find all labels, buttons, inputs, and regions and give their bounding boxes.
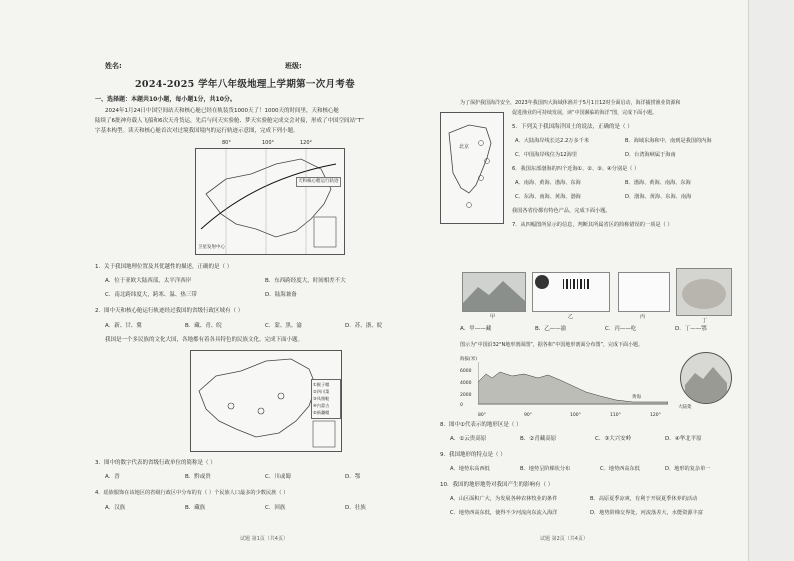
yellow-sea-label: 黄海 <box>632 395 641 400</box>
legend-item-5: ⑤新疆帽 <box>313 410 330 415</box>
profile-x-110: 110° <box>610 413 621 418</box>
profile-y-label: 海拔(米) <box>460 357 478 362</box>
orbit-map <box>195 140 345 255</box>
q8-option-a: A．①云贵高原 <box>450 436 487 442</box>
intro-line-3: 字基本构型。读天和核心舱首次对过境我国境内的运行轨迹示意图，完成下列小题。 <box>95 128 299 134</box>
q9-option-d: D．地形的复杂单一 <box>665 466 711 472</box>
q7-option-b: B．乙——渝 <box>535 326 567 332</box>
continental-shelf-label: 大陆架 <box>678 405 692 410</box>
q3-option-d: D．鄂 <box>345 474 361 480</box>
q9-stem: 9．我国地形的特点是（ ） <box>440 452 506 458</box>
page-footer-right: 试题 第2页（共4页） <box>540 536 588 542</box>
q4-option-c: C．回族 <box>265 505 286 511</box>
q1-option-d: D．陆海兼备 <box>265 292 297 298</box>
q6-option-c: C．东海、南海、黄海、渤海 <box>515 194 581 200</box>
legend-item-3: ③凤凰鞋 <box>313 396 330 401</box>
q2-stem: 2．图中天和核心舱运行轨迹经过我国的省级行政区域有（ ） <box>95 308 244 314</box>
q9-option-b: B．地势呈阶梯状分布 <box>520 466 571 472</box>
profile-x-120: 120° <box>650 413 661 418</box>
q10-stem: 10．我国的地形地势对我国产生的影响有（ ） <box>440 482 554 488</box>
q2-option-c: C．蒙、黑、渝 <box>265 323 302 329</box>
q6-stem: 6．我国东部渤海的四个近海①、②、③、④分别是（ ） <box>512 166 640 172</box>
launch-center-label: 卫星发射中心 <box>198 245 225 250</box>
q9-option-a: A．地势东高西低 <box>450 466 490 472</box>
q9-option-c: C．地势西高东低 <box>600 466 640 472</box>
q10-option-c: C．地势西高东低，使得不少河流向东流入海洋 <box>450 510 558 516</box>
right-intro-1: 为了保护我国海洋安全，2023年我国四大海域休渔并于5月1日12时全面启动，海洋捕捞渔业资源和 <box>460 100 681 106</box>
q1-option-a: A．位于亚欧大陆西部，太平洋西岸 <box>105 278 192 284</box>
q5-option-a: A．大陆海岸线长达2.2万多千米 <box>515 138 590 144</box>
landform-inset <box>680 352 732 404</box>
china-seas-graphic <box>441 113 503 223</box>
q6-option-d: D．渤海、黄海、东海、南海 <box>625 194 692 200</box>
terrain-profile <box>460 356 670 418</box>
q1-stem: 1．关于我国地理位置及其优越性的描述，正确的是（ ） <box>95 264 233 270</box>
label-jia: 甲 <box>490 314 496 320</box>
q4-stem: 4．瑶族服饰在该地区的省级行政区中分布的有（ ）个民族人口最多的少数民族（ ） <box>95 490 289 496</box>
china-outline-graphic <box>196 149 344 254</box>
label-ding: 丁 <box>702 318 708 324</box>
profile-y-0: 0 <box>460 403 463 408</box>
lon-120-label: 120° <box>300 140 313 146</box>
q8-stem: 8．图中①代表示的地形区是（ ） <box>440 422 522 428</box>
q3-option-b: B．黔或贵 <box>185 474 211 480</box>
q5-option-c: C．中国海岸线位为12海里 <box>515 152 578 158</box>
legend-item-2: ②四川菜 <box>313 389 330 394</box>
legend-item-1: ①猴子帽 <box>313 382 330 387</box>
name-label: 姓名: <box>105 62 122 70</box>
right-intro-2: 促进渔业的可持续发展，读“中国濒临的海洋”图，完成下面小题。 <box>512 110 658 116</box>
product-image-jia <box>462 272 526 312</box>
exam-page-left <box>95 0 430 561</box>
exam-page-right <box>440 0 740 561</box>
profile-x-80: 80° <box>478 413 486 418</box>
q2-option-a: A．新、甘、冀 <box>105 323 142 329</box>
q3-option-a: A．晋 <box>105 474 120 480</box>
product-image-ding <box>676 268 732 316</box>
q5-stem: 5．下列关于我国海洋国土的说法，正确的是（ ） <box>512 124 633 130</box>
section-heading: 一、选择题：本题共10小题，每小题1分，共10分。 <box>95 96 236 103</box>
page-footer-left: 试题 第1页（共4页） <box>240 536 288 542</box>
q10-option-d: D．地势阶梯交界处，河流落差大，水能资源丰富 <box>590 510 703 516</box>
q7-option-c: C．丙——吃 <box>605 326 637 332</box>
q3-option-c: C．川或蜀 <box>265 474 291 480</box>
legend-item-4: ④内蒙古 <box>313 403 330 408</box>
label-yi: 乙 <box>568 314 574 320</box>
q10-option-a: A．山区面积广大，为发展各种农林牧业的条件 <box>450 496 558 502</box>
map-legend <box>311 379 341 419</box>
lon-80-label: 80° <box>222 140 231 146</box>
intro-3: 我国各省份都有特色产品，完成下面小题。 <box>512 208 611 214</box>
q8-option-d: D．④华北平原 <box>665 436 702 442</box>
q1-option-b: B．东西跨经度大，时间相差不大 <box>265 278 346 284</box>
intro-2: 我国是一个多民族的文化大国，各地都有着各具特色的民族文化。完成下面小题。 <box>105 337 304 343</box>
profile-y-2000: 2000 <box>460 393 472 398</box>
profile-x-100: 100° <box>570 413 581 418</box>
q2-option-d: D．苏、浙、皖 <box>345 323 383 329</box>
q8-option-c: C．③大兴安岭 <box>595 436 632 442</box>
q6-option-a: A．南海、黄海、渤海、东海 <box>515 180 581 186</box>
noodle-photo <box>677 269 731 315</box>
profile-x-90: 90° <box>524 413 532 418</box>
ethnic-map <box>190 350 342 452</box>
q3-stem: 3．图中的数字代表的省级行政单位的简称是（ ） <box>95 460 216 466</box>
mountain-photo <box>463 273 525 311</box>
q4-option-a: A．汉族 <box>105 505 126 511</box>
q7-option-a: A．甲——藏 <box>460 326 492 332</box>
q6-option-b: B．渤海、黄海、南海、东海 <box>625 180 691 186</box>
q1-option-c: C．南北跨纬度大，跨寒、温、热三带 <box>105 292 197 298</box>
q2-option-b: B．藏、青、皖 <box>185 323 222 329</box>
q7-stem: 7．从四幅图所显示的信息，判断其所属省区的简称错误的一项是（ ） <box>512 222 673 228</box>
q5-option-d: D．台湾海峡属于海南 <box>625 152 676 158</box>
lon-100-label: 100° <box>262 140 275 146</box>
product-image-yi <box>532 272 610 312</box>
seas-map <box>440 112 504 224</box>
class-label: 班级: <box>285 62 302 70</box>
product-image-bing <box>618 272 670 312</box>
intro-4: 图示为“中国沿32°N地形剖面图”，据各和“中国地形剖面分布图”，完成下面小题。 <box>460 342 643 348</box>
profile-graphic <box>478 362 668 410</box>
profile-y-4000: 4000 <box>460 381 472 386</box>
orbit-tag: 天和核心舱运行轨迹 <box>296 177 341 187</box>
q10-option-b: B．高原夏季凉爽，有利于开展夏季休养的活动 <box>590 496 698 502</box>
profile-y-6000: 6000 <box>460 369 472 374</box>
q5-option-b: B．海域东海和中，南到是我国的内海 <box>625 138 712 144</box>
next-page-edge <box>748 0 794 561</box>
label-bing: 丙 <box>640 314 646 320</box>
intro-line-1: 2024年1月24日中国空间站天和核心舱已经在轨装货1000天了！1000天的时间里，天和核心舱 <box>105 108 339 114</box>
intro-line-2: 陆续了6批神舟载人飞船和6次天舟货运，先后与问天实验舱、梦天实验舱完成交会对接，形成了中国空间站“T” <box>95 118 364 124</box>
sf-logo-icon <box>535 275 549 289</box>
q4-option-b: B．藏族 <box>185 505 206 511</box>
beijing-label: 北京 <box>459 144 470 150</box>
q8-option-b: B．②青藏高原 <box>520 436 557 442</box>
q7-option-d: D．丁——鄂 <box>675 326 707 332</box>
exam-title: 2024-2025 学年八年级地理上学期第一次月考卷 <box>135 79 355 90</box>
q4-option-d: D．壮族 <box>345 505 366 511</box>
landform-sketch <box>681 353 731 403</box>
